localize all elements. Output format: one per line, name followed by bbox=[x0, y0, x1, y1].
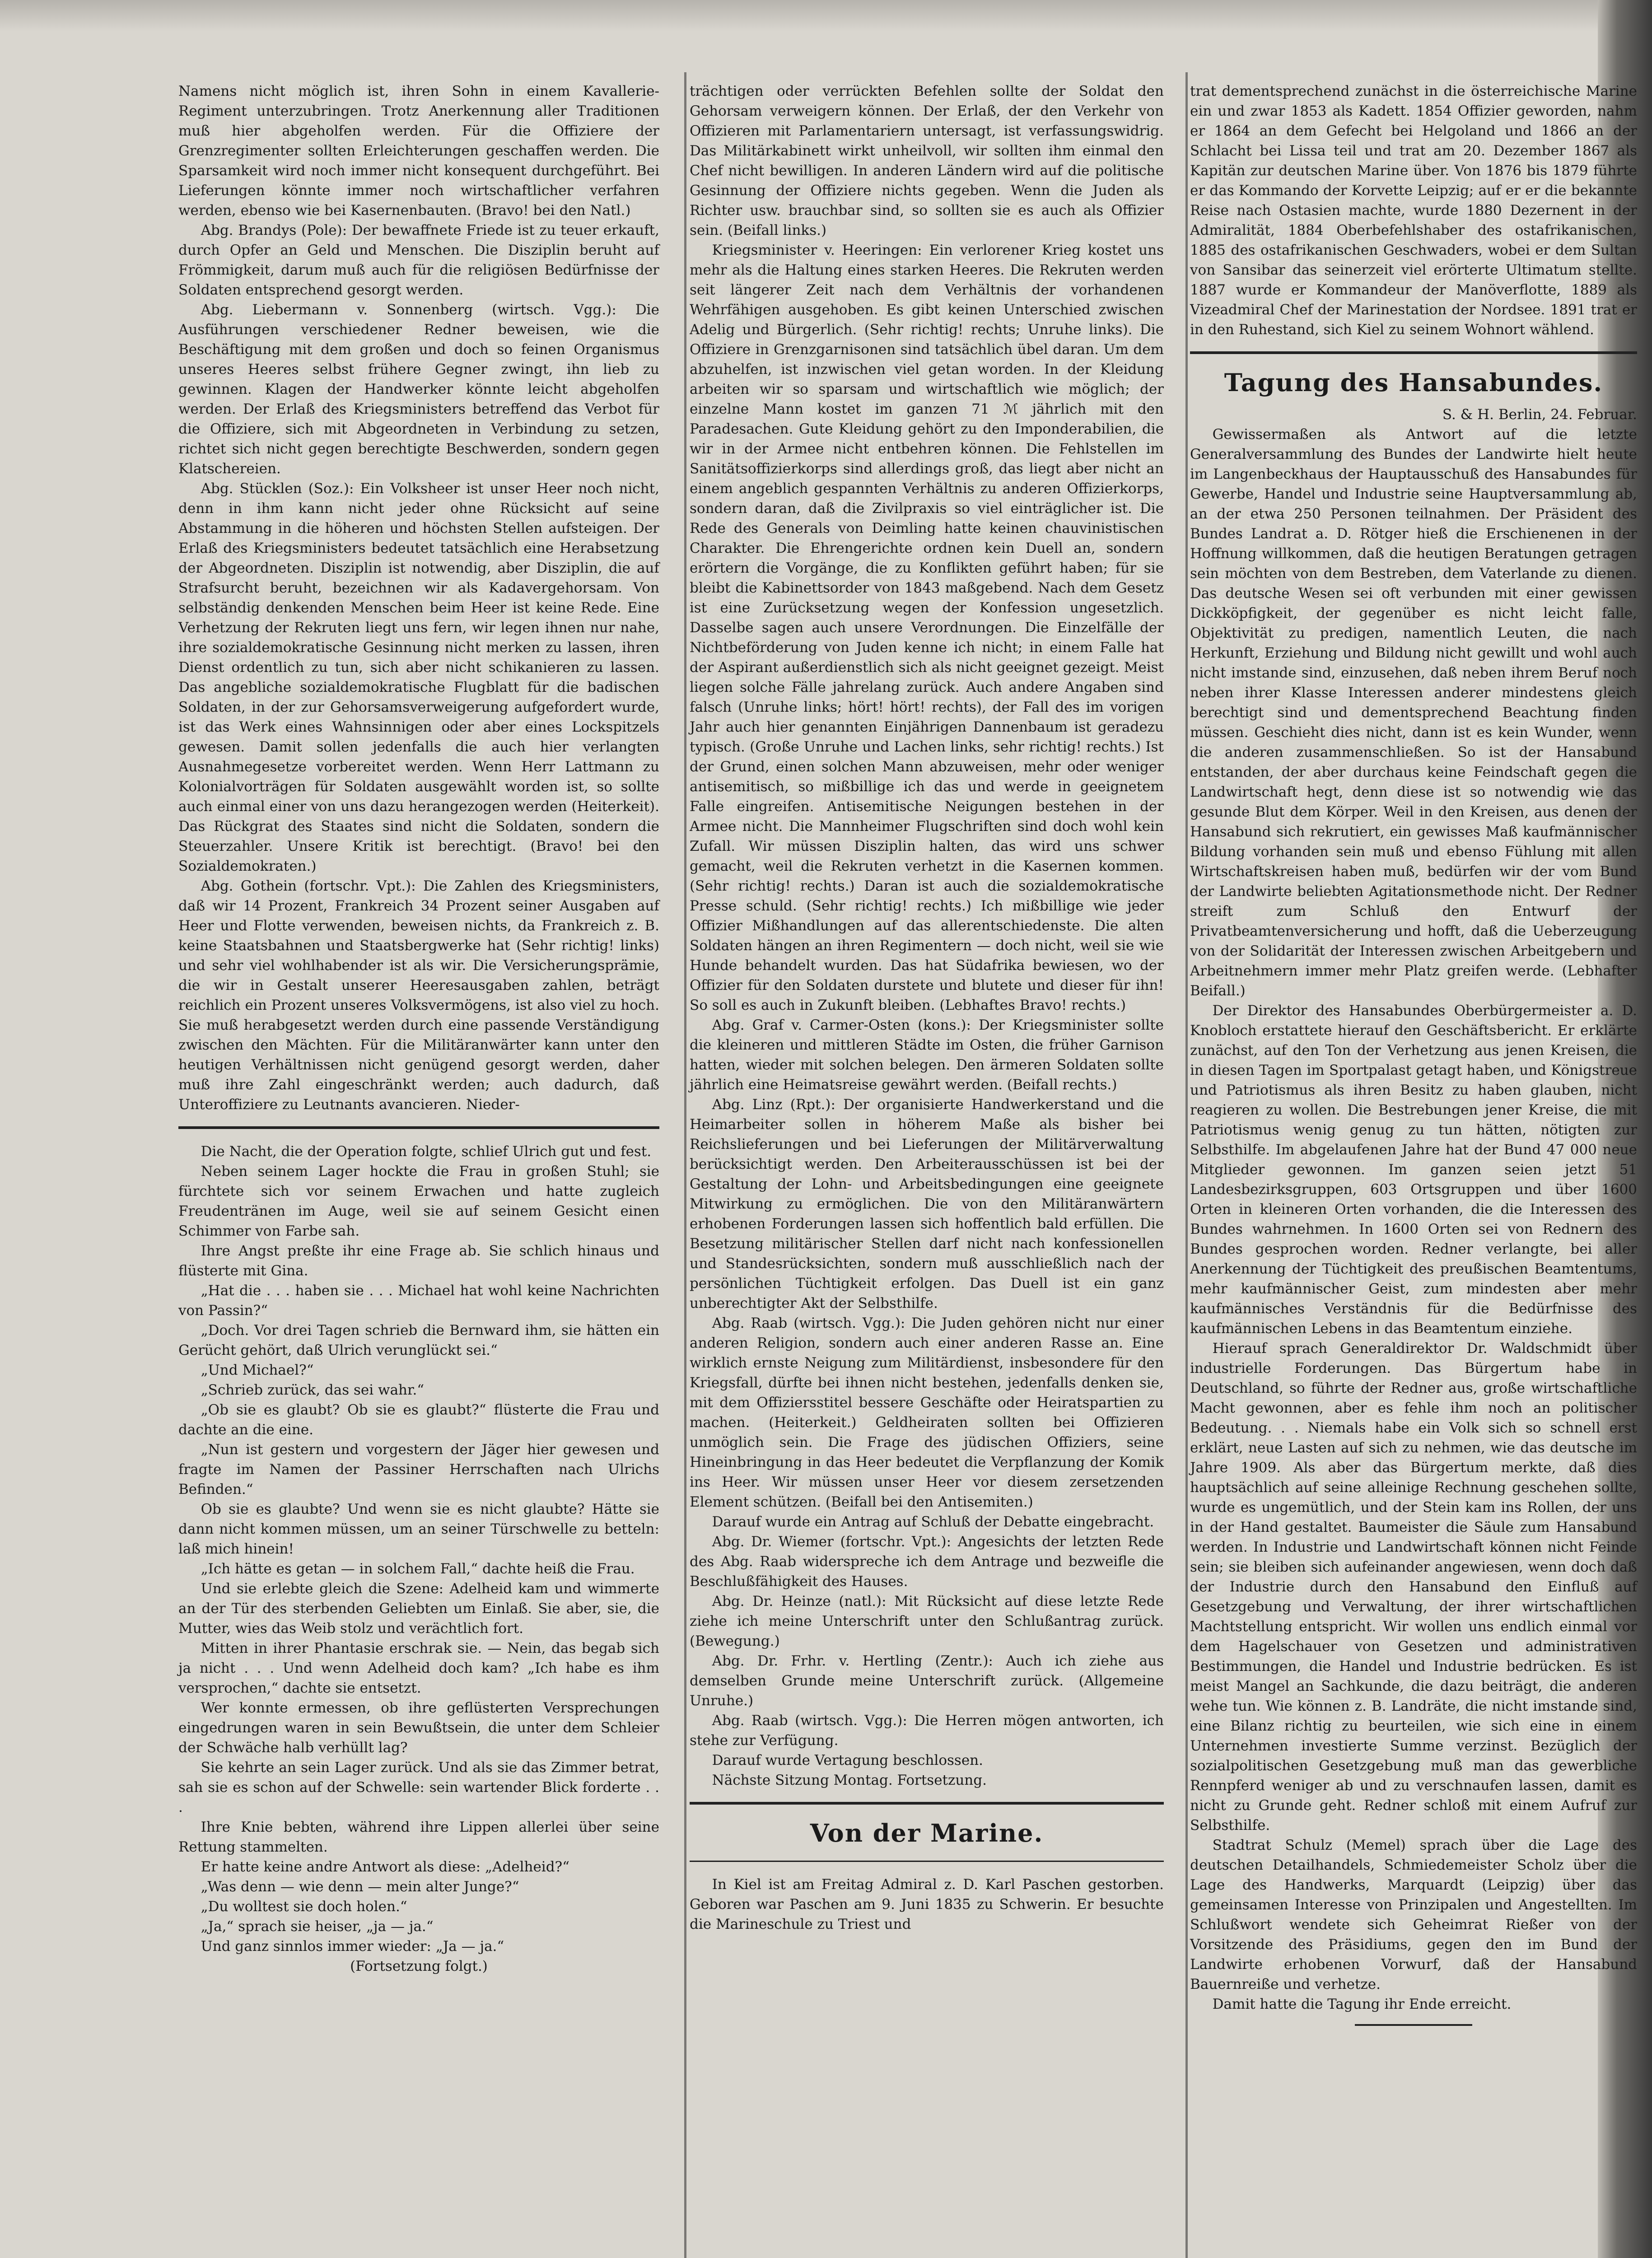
continuation-note: (Fortsetzung folgt.) bbox=[350, 1958, 488, 1974]
end-rule bbox=[1355, 2024, 1472, 2026]
serial-paragraph: „Du wolltest sie doch holen.“ bbox=[201, 1899, 407, 1915]
serial-paragraph: Ob sie es glaubte? Und wenn sie es nicht glaubte? Hätte sie dann nicht kommen müssen, um an seiner Türschwelle zu betteln: laß mich hinein! bbox=[178, 1501, 659, 1557]
heading-underline bbox=[690, 1861, 1164, 1862]
paragraph: Der Direktor des Hansabundes Oberbürgermeister a. D. Knobloch erstattete hierauf den Geschäftsbericht. Er erklärte zunächst, auf den Ton der Verhetzung aus jenen Kreisen, die in diesen Tagen im Sportpalast getagt haben, und Königstreue und Patriotismus als ihren Besitz zu haben glauben, nicht reagieren zu wollen. Die Bestrebungen jener Kreise, die mit Patriotismus wenig genug zu tun hätten, nötigten zur Selbsthilfe. Im abgelaufenen Jahre hat der Bund 47 000 neue Mitglieder gewonnen. Im ganzen seien jetzt 51 Landesbezirksgruppen, 603 Ortsgruppen und über 1600 Orten in kleineren Orten vorhanden, die die Interessen des Bundes wahrnehmen. In 1600 Orten sei von Rednern des Bundes gesprochen worden. Redner verlangte, bei aller Anerkennung der Tüchtigkeit des preußischen Beamtentums, mehr kaufmännischer Geist, zum mindesten aber mehr kaufmännisches Verständnis für die Bedürfnisse des kaufmännischen Lebens in das Beamtentum einziehe. bbox=[1190, 1003, 1637, 1337]
serial-paragraph: Er hatte keine andre Antwort als diese: „Adelheid?“ bbox=[201, 1859, 570, 1875]
paragraph: Abg. Gothein (fortschr. Vpt.): Die Zahlen des Kriegsministers, daß wir 14 Prozent, Frankreich 34 Prozent seiner Ausgaben auf Heer und Flotte verwenden, beweisen nichts, da Frankreich z. B. keine Staatsbahnen und Staatsbergwerke hat (Sehr richtig! links) und sehr viel wohlhabender ist als wir. Die Versicherungsprämie, die wir in Gestalt unserer Heeresausgaben zahlen, beträgt reichlich ein Prozent unseres Volksvermögens, ist also viel zu hoch. Sie muß herabgesetzt werden durch eine passende Verständigung zwischen den Mächten. Für die Militäranwärter kann unter den heutigen Verhältnissen nicht genügend gesorgt werden, daher muß ihre Zahl eingeschränkt werden; auch dadurch, daß Unteroffiziere zu Leutnants avancieren. Nieder- bbox=[178, 878, 659, 1113]
paragraph: Gewissermaßen als Antwort auf die letzte Generalversammlung des Bundes der Landwirte hielt heute im Langenbeckhaus der Hauptausschuß des Hansabundes für Gewerbe, Handel und Industrie seine Hauptversammlung ab, an der etwa 250 Personen teilnahmen. Der Präsident des Bundes Landrat a. D. Rötger hieß die Erschienenen in der Hoffnung willkommen, daß die heutigen Beratungen getragen sein möchten von dem Bestreben, dem Vaterlande zu dienen. Das deutsche Wesen sei oft verbunden mit einer gewissen Dickköpfigkeit, der gegenüber es nicht leicht falle, Objektivität zu predigen, namentlich Leuten, die nach Herkunft, Erziehung und Bildung nicht gewillt und wohl auch nicht imstande sind, einzusehen, daß neben ihrem Beruf noch neben ihrer Klasse Interessen anderer mindestens gleich berechtigt sind und dementsprechend Beachtung finden müssen. Geschieht dies nicht, dann ist es kein Wunder, wenn die anderen zusammenschließen. So ist der Hansabund entstanden, der aber durchaus keine Feindschaft gegen die Landwirtschaft hegt, denn diese ist so notwendig wie das gesunde Blut dem Körper. Weil in den Kreisen, aus denen der Hansabund sich rekrutiert, ein gewisses Maß kaufmännischer Bildung vorhanden sein muß und ebenso Fühlung mit allen Wirtschaftskreisen haben muß, bedürfen wir der vom Bund der Landwirte beliebten Agitationsmethode nicht. Der Redner streift zum Schluß den Entwurf der Privatbeamtenversicherung und hofft, daß die Ueberzeugung von der Solidarität der Interessen zwischen Arbeitgebern und Arbeitnehmern immer mehr Platz greifen werde. (Lebhafter Beifall.) bbox=[1190, 426, 1637, 999]
serial-paragraph: „Ob sie es glaubt? Ob sie es glaubt?“ flüsterte die Frau und dachte an die eine. bbox=[178, 1402, 659, 1438]
serial-paragraph: Mitten in ihrer Phantasie erschrak sie. — Nein, das begab sich ja nicht . . . Und wenn Adelheid doch kam? „Ich habe es ihm versprochen,“ dachte sie entsetzt. bbox=[178, 1640, 659, 1696]
serial-paragraph: Ihre Knie bebten, während ihre Lippen allerlei über seine Rettung stammelten. bbox=[178, 1819, 659, 1855]
serial-paragraph: Die Nacht, die der Operation folgte, schlief Ulrich gut und fest. bbox=[201, 1143, 652, 1160]
dateline-agency: S. & H. bbox=[1442, 406, 1494, 423]
serial-paragraph: „Ich hätte es getan — in solchem Fall,“ dachte heiß die Frau. bbox=[201, 1561, 635, 1577]
serial-paragraph: „Hat die . . . haben sie . . . Michael hat wohl keine Nachrichten von Passin?“ bbox=[178, 1283, 659, 1319]
serial-paragraph: „Schrieb zurück, das sei wahr.“ bbox=[201, 1382, 425, 1398]
paragraph: Stadtrat Schulz (Memel) sprach über die Lage des deutschen Detailhandels, Schmiedemeister Scholz über die Lage des Handwerks, Marquardt (Leipzig) über das gemeinsamen Interesse von Prinzipalen und Angestellten. Im Schlußwort wendete sich Geheimrat Rießer von der Vorsitzende des Präsidiums, gegen den im Bund der Landwirte erhobenen Vorwurf, daß der Hansabund Bauernreiße und verhetze. bbox=[1190, 1837, 1637, 1992]
paragraph: Abg. Linz (Rpt.): Der organisierte Handwerkerstand und die Heimarbeiter sollen in höherem Maße als bisher bei Reichslieferungen und bei Lieferungen der Militärverwaltung berücksichtigt werden. Den Arbeiterausschüssen ist bei der Gestaltung der Lohn- und Arbeitsbedingungen eine geeignete Mitwirkung zu ermöglichen. Die von den Militäranwärtern erhobenen Forderungen lassen sich hoffentlich bald erfüllen. Die Besetzung militärischer Stellen darf nicht nach konfessionellen und Standesrücksichten, sondern muß ausschließlich nach der persönlichen Tüchtigkeit erfolgen. Das Duell ist ein ganz unberechtigter Akt der Selbsthilfe. bbox=[690, 1096, 1164, 1311]
dateline-place-date: Berlin, 24. Februar. bbox=[1498, 406, 1637, 423]
paragraph: Damit hatte die Tagung ihr Ende erreicht. bbox=[1212, 1996, 1512, 2012]
serial-paragraph: Ihre Angst preßte ihr eine Frage ab. Sie schlich hinaus und flüsterte mit Gina. bbox=[178, 1243, 659, 1279]
paragraph: Hierauf sprach Generaldirektor Dr. Waldschmidt über industrielle Forderungen. Das Bürgertum habe in Deutschland, so führte der Redner aus, große wirtschaftliche Macht gewonnen, aber es fehle ihm noch an politischer Bedeutung. . . Niemals habe ein Volk sich so schnell erst erklärt, neue Lasten auf sich zu nehmen, wie das deutsche im Jahre 1909. Als aber das Bürgertum merkte, daß dies hauptsächlich auf seine alleinige Rechnung geschehen sollte, wurde es ungemütlich, und der Stein kam ins Rollen, der uns in der Hand gestaltet. Baumeister die Säule zum Hansabund werden. In Industrie und Landwirtschaft können nicht Feinde sein; sie bleiben sich aufeinander angewiesen, wenn doch daß der Industrie durch den Hansabund den Einfluß auf Gesetzgebung und Verwaltung, der ihrer wirtschaftlichen Machtstellung entspricht. Wir wollen uns endlich einmal vor dem Hagelschauer von Gesetzen und administrativen Bestimmungen, die Handel und Industrie bedrücken. Es ist meist Mangel an Sachkunde, die dazu beiträgt, die anderen wehe tun. Wie können z. B. Landräte, die nicht imstande sind, eine Bilanz richtig zu beurteilen, wie sich eine in einem Unternehmen investierte Summe verzinst. Bezüglich der sozialpolitischen Gesetzgebung muß man das gewerbliche Rennpferd weniger ab und zu verschnaufen lassen, damit es nicht zu Grunde geht. Redner schloß mit einem Aufruf zur Selbsthilfe. bbox=[1190, 1340, 1637, 1833]
serial-paragraph: Und sie erlebte gleich die Szene: Adelheid kam und wimmerte an der Tür des sterbenden Geliebten um Einlaß. Sie aber, sie, die Mutter, wies das Weib stolz und verächtlich fort. bbox=[178, 1581, 659, 1637]
serial-paragraph: „Nun ist gestern und vorgestern der Jäger hier gewesen und fragte im Namen der Passiner Herrschaften nach Ulrichs Befinden.“ bbox=[178, 1442, 659, 1498]
paragraph: Abg. Graf v. Carmer-Osten (kons.): Der Kriegsminister sollte die kleineren und mittleren Städte im Osten, die früher Garnison hatten, wieder mit solchen belegen. Den ärmeren Soldaten sollte jährlich eine Heimatsreise gewährt werden. (Beifall rechts.) bbox=[690, 1017, 1164, 1093]
paragraph: Namens nicht möglich ist, ihren Sohn in einem Kavallerie-Regiment unterzubringen. Trotz Anerkennung aller Traditionen muß hier abgeholfen werden. Für die Offiziere der Grenzregimenter sollten Erleichterungen geschaffen werden. Die Sparsamkeit wird noch immer nicht konsequent durchgeführt. Bei Lieferungen könnte immer noch wirtschaftlicher verfahren werden, ebenso wie bei Kasernenbauten. (Bravo! bei den Natl.) bbox=[178, 83, 659, 219]
paragraph: Kriegsminister v. Heeringen: Ein verlorener Krieg kostet uns mehr als die Haltung eines starken Heeres. Die Rekruten werden seit längerer Zeit nach dem Verhältnis der vorhandenen Wehrfähigen ausgehoben. Es gibt keinen Unterschied zwischen Adelig und Bürgerlich. (Sehr richtig! rechts; Unruhe links). Die Offiziere in Grenzgarnisonen sind tatsächlich übel daran. Um dem abzuhelfen, ist inzwischen viel getan worden. In der Kleidung arbeiten wir so sparsam und wirtschaftlich wie möglich; der einzelne Mann kostet im ganzen 71 ℳ jährlich mit den Paradesachen. Gute Kleidung gehört zu den Imponderabilien, die wir in der Armee nicht entbehren können. Die Fehlstellen im Sanitätsoffizierkorps sind allerdings groß, das liegt aber nicht an einem angeblich gespannten Verhältnis zu anderen Offizierkorps, sondern daran, daß die Zivilpraxis so viel einträglicher ist. Die Rede des Generals von Deimling hatte keinen chauvinistischen Charakter. Die Ehrengerichte ordnen kein Duell an, sondern erörtern die Vorgänge, die zu Konflikten geführt haben; für sie bleibt die Kabinettsorder von 1843 maßgebend. Nach dem Gesetz ist eine Zurücksetzung wegen der Konfession ungesetzlich. Dasselbe sagen auch unsere Verordnungen. Die Einzelfälle der Nichtbeförderung von Juden kenne ich nicht; in einem Falle hat der Aspirant außerdienstlich sich als nicht geeignet gezeigt. Meist liegen solche Fälle jahrelang zurück. Auch andere Angaben sind falsch (Unruhe links; hört! hört! rechts), der Fall des im vorigen Jahr auch hier genannten Einjährigen Dannenbaum ist geradezu typisch. (Große Unruhe und Lachen links, sehr richtig! rechts.) Ist der Grund, einen solchen Mann abzuweisen, mehr oder weniger antisemitisch, so mißbillige ich das und werde in geeignetem Falle eingreifen. Antisemitische Neigungen bestehen in der Armee nicht. Die Mannheimer Flugschriften sind doch wohl kein Zufall. Wir müssen Disziplin halten, das wird uns schwer gemacht, weil die Rekruten verhetzt in die Kasernen kommen. (Sehr richtig! rechts.) Daran ist auch die sozialdemokratische Presse schuld. (Sehr richtig! rechts.) Ich mißbillige wie jeder Offizier Mißhandlungen auf das allerentschiedenste. Die alten Soldaten hängen an ihren Regimentern — doch nicht, weil sie wie Hunde behandelt wurden. Das hat Südafrika bewiesen, wo der Offizier für den Soldaten durstete und blutete und dieser für ihn! So soll es auch in Zukunft bleiben. (Lebhaftes Bravo! rechts.) bbox=[690, 242, 1164, 1013]
page-top-edge bbox=[0, 0, 1652, 32]
paragraph: trat dementsprechend zunächst in die österreichische Marine ein und zwar 1853 als Kadett. 1854 Offizier geworden, nahm er 1864 an dem Gefecht bei Helgoland und 1866 an der Schlacht bei Lissa teil und trat am 20. Dezember 1867 als Kapitän zur deutschen Marine über. Von 1876 bis 1879 führte er das Kommando der Korvette Leipzig; auf er er die bekannte Reise nach Ostasien machte, wurde 1880 Dezernent in der Admiralität, 1884 Oberbefehlshaber des ostafrikanischen, 1885 des ostafrikanischen Geschwaders, wobei er dem Sultan von Sansibar das seinerzeit viel erörterte Ultimatum stellte. 1887 wurde er Kommandeur der Manöverflotte, 1889 als Vizeadmiral Chef der Marinestation der Nordsee. 1891 trat er in den Ruhestand, sich Kiel zu seinem Wohnort wählend. bbox=[1190, 83, 1637, 338]
section-heading-hansabund: Tagung des Hansabundes. bbox=[1224, 368, 1603, 397]
paragraph: Abg. Raab (wirtsch. Vgg.): Die Herren mögen antworten, ich stehe zur Verfügung. bbox=[690, 1712, 1164, 1749]
serial-paragraph: „Doch. Vor drei Tagen schrieb die Bernward ihm, sie hätten ein Gerücht gehört, daß Ulrich verunglückt sei.“ bbox=[178, 1322, 659, 1358]
paragraph: Darauf wurde Vertagung beschlossen. bbox=[712, 1752, 983, 1768]
paragraph: Nächste Sitzung Montag. Fortsetzung. bbox=[712, 1772, 987, 1788]
paragraph: Abg. Brandys (Pole): Der bewaffnete Friede ist zu teuer erkauft, durch Opfer an Geld und Menschen. Die Disziplin beruht auf Frömmigkeit, darum muß auch für die religiösen Bedürfnisse der Soldaten entsprechend gesorgt werden. bbox=[178, 222, 659, 298]
serial-paragraph: Sie kehrte an sein Lager zurück. Und als sie das Zimmer betrat, sah sie es schon auf der Schwelle: sein wartender Blick forderte . . . bbox=[178, 1759, 659, 1815]
serial-paragraph: Und ganz sinnlos immer wieder: „Ja — ja.“ bbox=[201, 1938, 504, 1955]
serial-paragraph: „Was denn — wie denn — mein alter Junge?“ bbox=[201, 1879, 519, 1895]
paragraph: Abg. Raab (wirtsch. Vgg.): Die Juden gehören nicht nur einer anderen Religion, sondern auch einer anderen Rasse an. Eine wirklich ernste Neigung zum Militärdienst, insbesondere für den Kriegsfall, dürfte bei ihnen nicht bestehen, jedenfalls denken sie, mit dem Offiziersstitel bessere Geschäfte oder Heiratspartien zu machen. (Heiterkeit.) Geldheiraten sollten bei Offizieren unmöglich sein. Die Frage des jüdischen Offiziers, seine Hineinbringung in das Heer bedeutet die Verpflanzung der Komik ins Heer. Wir müssen unser Heer vor diesem zersetzenden Element schützen. (Beifall bei den Antisemiten.) bbox=[690, 1315, 1164, 1510]
column-3 bbox=[1190, 81, 1637, 2026]
column-divider-2 bbox=[1185, 72, 1188, 2258]
section-divider bbox=[1190, 351, 1637, 354]
serial-paragraph: „Und Michael?“ bbox=[201, 1362, 314, 1378]
section-divider bbox=[178, 1126, 659, 1129]
paragraph: Abg. Dr. Frhr. v. Hertling (Zentr.): Auch ich ziehe aus demselben Grunde meine Unterschrift zurück. (Allgemeine Unruhe.) bbox=[690, 1653, 1164, 1709]
paragraph: Darauf wurde ein Antrag auf Schluß der Debatte eingebracht. bbox=[712, 1514, 1154, 1530]
section-heading-marine: Von der Marine. bbox=[810, 1819, 1044, 1847]
paragraph: Abg. Liebermann v. Sonnenberg (wirtsch. Vgg.): Die Ausführungen verschiedener Redner beweisen, wie die Beschäftigung mit dem großen und doch so feinen Organismus unseres Heeres selbst frühere Gegner zwingt, ihn lieb zu gewinnen. Klagen der Handwerker könnte leicht abgeholfen werden. Der Erlaß des Kriegsministers betreffend das Verbot für die Offiziere, sich mit Abgeordneten in Verbindung zu setzen, richtet sich nicht gegen berechtigte Beschwerden, sondern gegen Klatschereien. bbox=[178, 302, 659, 477]
column-2 bbox=[684, 81, 1167, 1934]
column-1 bbox=[178, 81, 659, 1976]
paragraph: trächtigen oder verrückten Befehlen sollte der Soldat den Gehorsam verweigern können. Der Erlaß, der den Verkehr von Offizieren mit Parlamentariern untersagt, ist verfassungswidrig. Das Militärkabinett wirkt unheilvoll, wir sollten ihm einmal den Chef nicht bewilligen. In anderen Ländern wird auf die politische Gesinnung der Offiziere nichts gegeben. Wenn die Juden als Richter usw. brauchbar sind, so sollten sie es auch als Offizier sein. (Beifall links.) bbox=[690, 83, 1164, 238]
serial-paragraph: Neben seinem Lager hockte die Frau in großen Stuhl; sie fürchtete sich vor seinem Erwachen und hatte zugleich Freudentränen im Auge, weil sie auf seinem Gesicht einen Schimmer von Farbe sah. bbox=[178, 1163, 659, 1239]
paragraph: Abg. Dr. Heinze (natl.): Mit Rücksicht auf diese letzte Rede ziehe ich meine Unterschrift unter den Schlußantrag zurück. (Bewegung.) bbox=[690, 1593, 1164, 1649]
section-divider bbox=[690, 1802, 1164, 1805]
serial-paragraph: Wer konnte ermessen, ob ihre geflüsterten Versprechungen eingedrungen waren in sein Bewußtsein, die unter dem Schleier der Schwäche halb verhüllt lag? bbox=[178, 1700, 659, 1756]
dateline bbox=[1190, 405, 1637, 425]
paragraph: Abg. Dr. Wiemer (fortschr. Vpt.): Angesichts der letzten Rede des Abg. Raab widerspreche ich dem Antrage und bezweifle die Beschlußfähigkeit des Hauses. bbox=[690, 1534, 1164, 1590]
paragraph: In Kiel ist am Freitag Admiral z. D. Karl Paschen gestorben. Geboren war Paschen am 9. Juni 1835 zu Schwerin. Er besuchte die Marineschule zu Triest und bbox=[690, 1876, 1164, 1932]
paragraph: Abg. Stücklen (Soz.): Ein Volksheer ist unser Heer noch nicht, denn in ihm kann nicht jeder ohne Rücksicht auf seine Abstammung in die höheren und höchsten Stellen aufsteigen. Der Erlaß des Kriegsministers bedeutet tatsächlich eine Herabsetzung der Abgeordneten. Disziplin ist notwendig, aber Disziplin, die auf Strafsurcht beruht, bezeichnen wir als Kadavergehorsam. Von selbständig denkenden Menschen beim Heer ist keine Rede. Eine Verhetzung der Rekruten liegt uns fern, wir legen ihnen nur nahe, ihre sozialdemokratische Gesinnung nicht merken zu lassen, ihren Dienst ordentlich zu tun, sich aber nicht schikanieren zu lassen. Das angebliche sozialdemokratische Flugblatt für die badischen Soldaten, in der zur Gehorsamsverweigerung aufgefordert wurde, ist das Werk eines Wahnsinnigen oder aber eines Lockspitzels gewesen. Damit sollen jedenfalls die auch hier verlangten Ausnahmegesetze vorbereitet werden. Wenn Herr Lattmann zu Kolonialvorträgen für Soldaten ausgewählt worden ist, so sollte auch einmal einer von uns dazu herangezogen werden (Heiterkeit). Das Rückgrat des Staates sind nicht die Soldaten, sondern die Steuerzahler. Unsere Kritik ist berechtigt. (Bravo! bei den Sozialdemokraten.) bbox=[178, 481, 659, 874]
serial-paragraph: „Ja,“ sprach sie heiser, „ja — ja.“ bbox=[201, 1918, 434, 1935]
